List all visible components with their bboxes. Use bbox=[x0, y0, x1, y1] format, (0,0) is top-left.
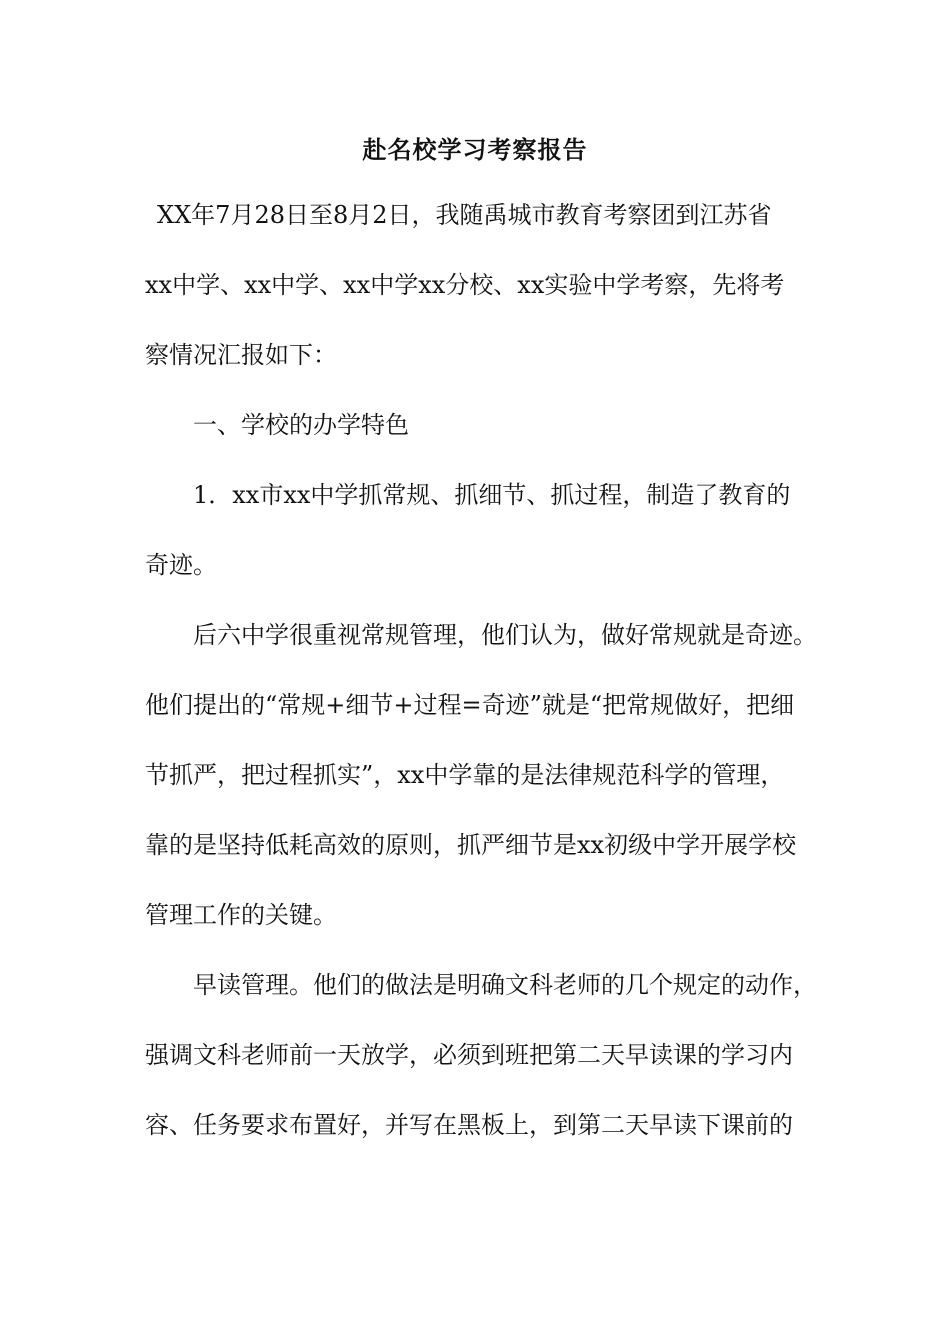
paragraph-line: XX年7月28日至8月2日，我随禹城市教育考察团到江苏省 bbox=[157, 201, 772, 229]
paragraph-line: 奇迹。 bbox=[145, 551, 217, 579]
paragraph-line: xx中学、xx中学、xx中学xx分校、xx实验中学考察，先将考 bbox=[145, 271, 785, 299]
paragraph-line: 节抓严，把过程抓实”，xx中学靠的是法律规范科学的管理， bbox=[145, 761, 785, 789]
paragraph-line: 他们提出的“常规+细节+过程=奇迹”就是“把常规做好，把细 bbox=[145, 691, 795, 719]
paragraph-line: 强调文科老师前一天放学，必须到班把第二天早读课的学习内 bbox=[145, 1041, 793, 1069]
paragraph-line: 管理工作的关键。 bbox=[145, 901, 337, 929]
paragraph-line: 靠的是坚持低耗高效的原则，抓严细节是xx初级中学开展学校 bbox=[145, 831, 797, 859]
paragraph-line: 早读管理。他们的做法是明确文科老师的几个规定的动作， bbox=[193, 971, 817, 999]
paragraph-line: 1．xx市xx中学抓常规、抓细节、抓过程，制造了教育的 bbox=[193, 481, 791, 509]
document-title: 赴名校学习考察报告 bbox=[362, 135, 588, 164]
section-heading: 一、学校的办学特色 bbox=[193, 411, 409, 439]
paragraph-line: 察情况汇报如下： bbox=[145, 341, 337, 369]
document-body bbox=[145, 180, 815, 1160]
paragraph-line: 后六中学很重视常规管理，他们认为，做好常规就是奇迹。 bbox=[193, 621, 817, 649]
paragraph-line: 容、任务要求布置好，并写在黑板上，到第二天早读下课前的 bbox=[145, 1111, 793, 1139]
